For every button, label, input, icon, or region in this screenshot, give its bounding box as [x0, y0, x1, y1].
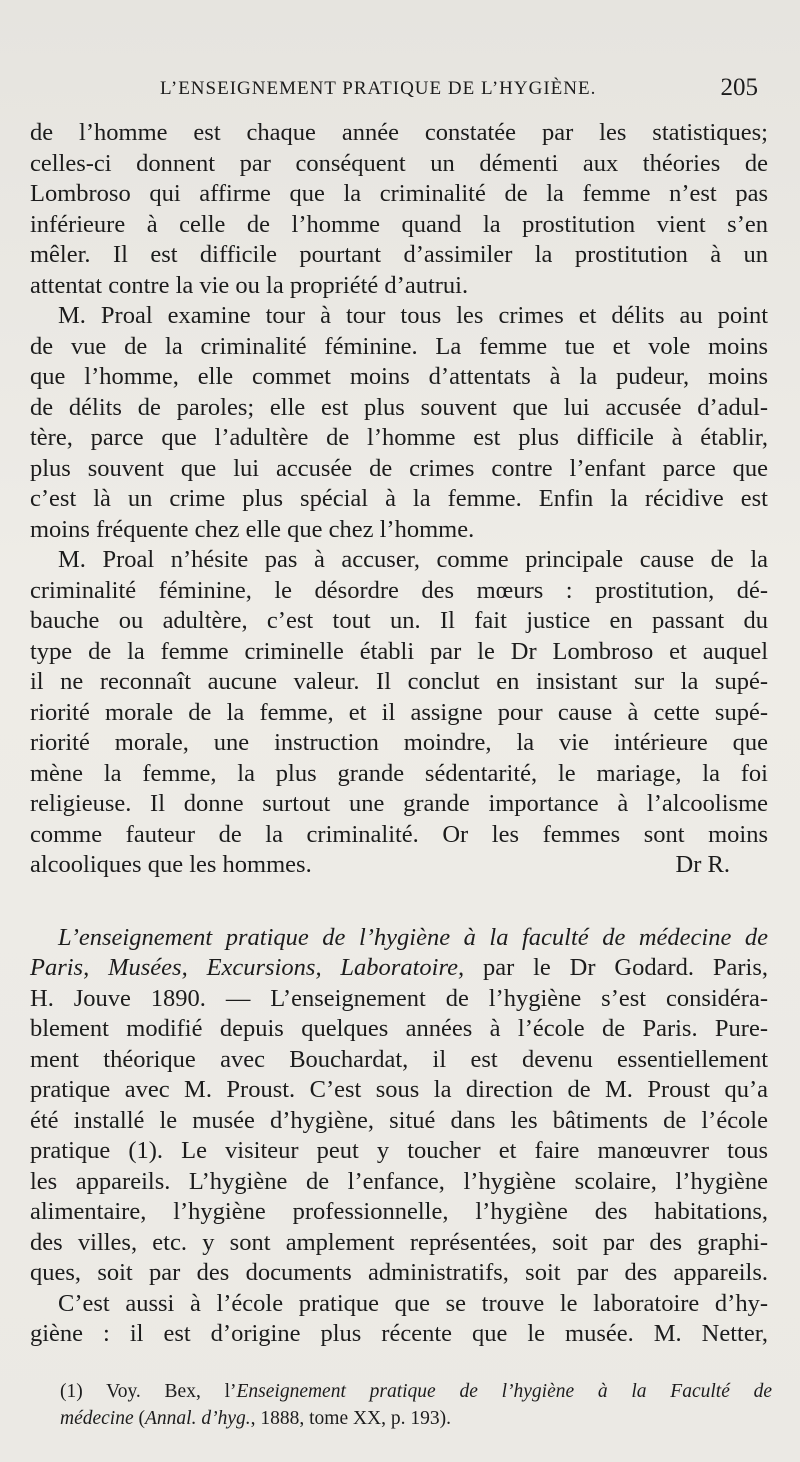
text-line [30, 850, 768, 881]
review-title-italic: L’enseignement pratique de l’hygiène à la faculté de médecine de [58, 923, 768, 951]
footnote-journal: Annal. d’hyg. [145, 1408, 251, 1429]
body-text [30, 118, 768, 1350]
text-line: ment théorique avec Bouchardat, il est devenu essentiellement [30, 1045, 768, 1073]
text-line: pratique avec M. Proust. C’est sous la direction de M. Proust qu’a [30, 1076, 768, 1103]
running-header [0, 72, 800, 112]
footnote-ref: (1) Voy. Bex, l’ [60, 1381, 237, 1402]
review-title-italic: Paris, Musées, Excursions, Laboratoire, [30, 954, 465, 981]
text-line: Lombroso qui affirme que la criminalité de la femme n’est pas [30, 180, 768, 207]
review-signature: Dr R. [675, 851, 730, 878]
text-line: c’est là un crime plus spécial à la femme. Enfin la récidive est [30, 485, 768, 512]
text-line: H. Jouve 1890. — L’enseignement de l’hygiène s’est considéra- [30, 984, 768, 1012]
running-title: L’ENSEIGNEMENT PRATIQUE DE L’HYGIÈNE. [160, 78, 597, 99]
text-line: comme fauteur de la criminalité. Or les femmes sont moins [30, 820, 768, 848]
text-line: religieuse. Il donne surtout une grande importance à l’alcoolisme [30, 790, 768, 817]
text-line: des villes, etc. y sont amplement représentées, soit par des graphi- [30, 1228, 768, 1256]
text-line: de l’homme est chaque année constatée par les statistiques; [30, 119, 768, 146]
footnote-line [60, 1405, 772, 1432]
text-line: de délits de paroles; elle est plus souvent que lui accusée d’adul- [30, 393, 768, 421]
text-line-content: alcooliques que les hommes. [30, 851, 312, 878]
page-number: 205 [720, 74, 758, 101]
text-line: été installé le musée d’hygiène, situé dans les bâtiments de l’école [30, 1106, 768, 1134]
text-line: celles-ci donnent par conséquent un démenti aux théories de [30, 149, 768, 177]
text-line: mène la femme, la plus grande sédentarité, le mariage, la foi [30, 759, 768, 787]
footnote-line [60, 1378, 772, 1405]
text-line: pratique (1). Le visiteur peut y toucher et faire manœuvrer tous [30, 1137, 768, 1164]
text-line: inférieure à celle de l’homme quand la prostitution vient s’en [30, 210, 768, 238]
text-line: que l’homme, elle commet moins d’attentats à la pudeur, moins [30, 363, 768, 390]
section-gap [30, 881, 768, 923]
text-line: riorité morale de la femme, et il assigne pour cause à cette supé- [30, 698, 768, 726]
footnote [60, 1378, 772, 1432]
footnote-title-italic: médecine [60, 1408, 134, 1429]
text-line: mêler. Il est difficile pourtant d’assimiler la prostitution à un [30, 241, 768, 268]
text-line: riorité morale, une instruction moindre, la vie intérieure que [30, 729, 768, 756]
footnote-title-italic: Enseignement pratique de l’hygiène à la Faculté de [236, 1381, 772, 1402]
review-proal [30, 118, 768, 881]
text-line: M. Proal n’hésite pas à accuser, comme principale cause de la [58, 546, 768, 573]
text-line: alimentaire, l’hygiène professionnelle, l’hygiène des habitations, [30, 1198, 768, 1225]
footnote-text: , 1888, tome XX, p. 193). [250, 1408, 452, 1429]
text-line: attentat contre la vie ou la propriété d’autrui. [30, 271, 469, 299]
text-line: les appareils. L’hygiène de l’enfance, l’hygiène scolaire, l’hygiène [30, 1167, 768, 1195]
text-line: blement modifié depuis quelques années à l’école de Paris. Pure- [30, 1015, 768, 1042]
text-line: moins fréquente chez elle que chez l’homme. [30, 515, 475, 543]
text-line: criminalité féminine, le désordre des mœurs : prostitution, dé- [30, 576, 768, 604]
review-godard [30, 923, 768, 1350]
footnote-text: ( [133, 1408, 145, 1429]
text-line: type de la femme criminelle établi par le Dr Lombroso et auquel [30, 637, 768, 665]
review-title-line [30, 923, 768, 954]
text-line: bauche ou adultère, c’est tout un. Il fait justice en passant du [30, 607, 768, 634]
text-line: tère, parce que l’adultère de l’homme est plus difficile à établir, [30, 424, 768, 451]
text-line: M. Proal examine tour à tour tous les crimes et délits au point [58, 302, 768, 329]
text-line: plus souvent que lui accusée de crimes contre l’enfant parce que [30, 454, 768, 482]
text-line: ques, soit par des documents administratifs, soit par des appareils. [30, 1259, 768, 1286]
text-line: giène : il est d’origine plus récente que le musée. M. Netter, [30, 1320, 768, 1347]
text-line: C’est aussi à l’école pratique que se trouve le laboratoire d’hy- [58, 1289, 768, 1317]
review-title-line [30, 953, 768, 984]
review-title-author: par le Dr Godard. Paris, [464, 954, 769, 981]
text-line: il ne reconnaît aucune valeur. Il conclut en insistant sur la supé- [30, 668, 768, 695]
text-line: de vue de la criminalité féminine. La femme tue et vole moins [30, 332, 768, 360]
